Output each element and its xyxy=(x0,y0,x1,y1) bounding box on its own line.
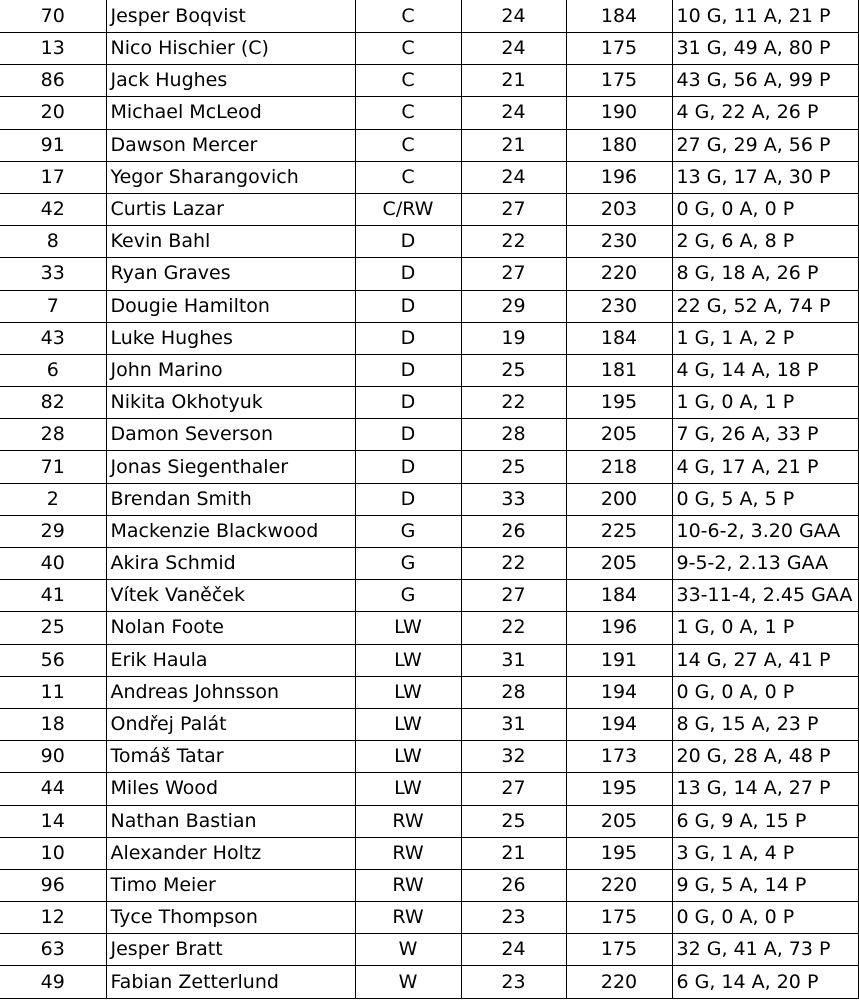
cell-age[interactable]: 28 xyxy=(461,676,566,708)
cell-position[interactable]: D xyxy=(355,354,461,386)
cell-player-name[interactable]: Ondřej Palát xyxy=(106,708,355,740)
table-row xyxy=(0,193,858,225)
table-row xyxy=(0,483,858,515)
cell-weight[interactable]: 175 xyxy=(566,902,672,934)
cell-age[interactable]: 26 xyxy=(461,515,566,547)
cell-stats[interactable]: 4 G, 17 A, 21 P xyxy=(672,451,858,483)
cell-age[interactable]: 27 xyxy=(461,580,566,612)
cell-player-name[interactable]: Tomáš Tatar xyxy=(106,741,355,773)
cell-age[interactable]: 25 xyxy=(461,805,566,837)
table-row xyxy=(0,419,858,451)
cell-number[interactable]: 25 xyxy=(0,612,106,644)
cell-weight[interactable]: 230 xyxy=(566,290,672,322)
cell-weight[interactable]: 220 xyxy=(566,258,672,290)
cell-age[interactable]: 22 xyxy=(461,612,566,644)
cell-player-name[interactable]: Ryan Graves xyxy=(106,258,355,290)
table-row xyxy=(0,97,858,129)
table-row xyxy=(0,290,858,322)
cell-position[interactable]: D xyxy=(355,258,461,290)
cell-weight[interactable]: 184 xyxy=(566,0,672,33)
cell-number[interactable]: 10 xyxy=(0,837,106,869)
cell-weight[interactable]: 205 xyxy=(566,805,672,837)
cell-stats[interactable]: 33-11-4, 2.45 GAA xyxy=(672,580,858,612)
cell-stats[interactable]: 1 G, 0 A, 1 P xyxy=(672,612,858,644)
cell-age[interactable]: 31 xyxy=(461,644,566,676)
table-row xyxy=(0,322,858,354)
cell-position[interactable]: C xyxy=(355,65,461,97)
cell-weight[interactable]: 196 xyxy=(566,161,672,193)
table-row xyxy=(0,869,858,901)
cell-weight[interactable]: 181 xyxy=(566,354,672,386)
cell-age[interactable]: 21 xyxy=(461,65,566,97)
cell-position[interactable]: D xyxy=(355,483,461,515)
table-row xyxy=(0,548,858,580)
cell-weight[interactable]: 175 xyxy=(566,934,672,966)
cell-stats[interactable]: 7 G, 26 A, 33 P xyxy=(672,419,858,451)
cell-player-name[interactable]: Miles Wood xyxy=(106,773,355,805)
cell-position[interactable]: C xyxy=(355,33,461,65)
cell-player-name[interactable]: Dawson Mercer xyxy=(106,129,355,161)
cell-stats[interactable]: 27 G, 29 A, 56 P xyxy=(672,129,858,161)
table-row xyxy=(0,258,858,290)
cell-position[interactable]: W xyxy=(355,934,461,966)
cell-weight[interactable]: 205 xyxy=(566,419,672,451)
cell-position[interactable]: D xyxy=(355,290,461,322)
cell-weight[interactable]: 205 xyxy=(566,548,672,580)
cell-number[interactable]: 56 xyxy=(0,644,106,676)
cell-age[interactable]: 22 xyxy=(461,548,566,580)
cell-player-name[interactable]: Fabian Zetterlund xyxy=(106,966,355,998)
cell-position[interactable]: LW xyxy=(355,708,461,740)
cell-weight[interactable]: 220 xyxy=(566,966,672,998)
cell-weight[interactable]: 195 xyxy=(566,773,672,805)
cell-number[interactable]: 71 xyxy=(0,451,106,483)
cell-player-name[interactable]: Damon Severson xyxy=(106,419,355,451)
cell-number[interactable]: 28 xyxy=(0,419,106,451)
cell-number[interactable]: 17 xyxy=(0,161,106,193)
cell-number[interactable]: 63 xyxy=(0,934,106,966)
cell-player-name[interactable]: Jesper Bratt xyxy=(106,934,355,966)
cell-weight[interactable]: 184 xyxy=(566,322,672,354)
cell-stats[interactable]: 9-5-2, 2.13 GAA xyxy=(672,548,858,580)
table-row xyxy=(0,580,858,612)
cell-position[interactable]: LW xyxy=(355,773,461,805)
cell-player-name[interactable]: Mackenzie Blackwood xyxy=(106,515,355,547)
cell-stats[interactable]: 2 G, 6 A, 8 P xyxy=(672,226,858,258)
cell-age[interactable]: 24 xyxy=(461,934,566,966)
cell-number[interactable]: 18 xyxy=(0,708,106,740)
table-row xyxy=(0,129,858,161)
cell-age[interactable]: 23 xyxy=(461,966,566,998)
cell-weight[interactable]: 184 xyxy=(566,580,672,612)
cell-stats[interactable]: 6 G, 14 A, 20 P xyxy=(672,966,858,998)
cell-number[interactable]: 29 xyxy=(0,515,106,547)
cell-age[interactable]: 27 xyxy=(461,193,566,225)
cell-age[interactable]: 32 xyxy=(461,741,566,773)
cell-player-name[interactable]: Jonas Siegenthaler xyxy=(106,451,355,483)
table-row xyxy=(0,837,858,869)
cell-weight[interactable]: 195 xyxy=(566,387,672,419)
table-row xyxy=(0,966,858,998)
cell-position[interactable]: C xyxy=(355,0,461,33)
cell-stats[interactable]: 20 G, 28 A, 48 P xyxy=(672,741,858,773)
table-row xyxy=(0,805,858,837)
table-row xyxy=(0,65,858,97)
cell-player-name[interactable]: Tyce Thompson xyxy=(106,902,355,934)
cell-stats[interactable]: 1 G, 1 A, 2 P xyxy=(672,322,858,354)
table-row xyxy=(0,451,858,483)
table-row xyxy=(0,0,858,33)
cell-weight[interactable]: 190 xyxy=(566,97,672,129)
cell-stats[interactable]: 3 G, 1 A, 4 P xyxy=(672,837,858,869)
table-row xyxy=(0,612,858,644)
cell-stats[interactable]: 13 G, 17 A, 30 P xyxy=(672,161,858,193)
cell-player-name[interactable]: Brendan Smith xyxy=(106,483,355,515)
cell-player-name[interactable]: Luke Hughes xyxy=(106,322,355,354)
table-row xyxy=(0,515,858,547)
cell-stats[interactable]: 0 G, 5 A, 5 P xyxy=(672,483,858,515)
table-row xyxy=(0,676,858,708)
cell-player-name[interactable]: Nathan Bastian xyxy=(106,805,355,837)
cell-age[interactable]: 26 xyxy=(461,869,566,901)
cell-age[interactable]: 21 xyxy=(461,129,566,161)
cell-weight[interactable]: 175 xyxy=(566,65,672,97)
cell-weight[interactable]: 194 xyxy=(566,708,672,740)
cell-position[interactable]: RW xyxy=(355,902,461,934)
cell-stats[interactable]: 1 G, 0 A, 1 P xyxy=(672,387,858,419)
cell-position[interactable]: C xyxy=(355,129,461,161)
cell-number[interactable]: 70 xyxy=(0,0,106,33)
cell-age[interactable]: 25 xyxy=(461,451,566,483)
cell-player-name[interactable]: Timo Meier xyxy=(106,869,355,901)
cell-stats[interactable]: 13 G, 14 A, 27 P xyxy=(672,773,858,805)
cell-number[interactable]: 91 xyxy=(0,129,106,161)
cell-stats[interactable]: 14 G, 27 A, 41 P xyxy=(672,644,858,676)
cell-stats[interactable]: 0 G, 0 A, 0 P xyxy=(672,193,858,225)
cell-age[interactable]: 23 xyxy=(461,902,566,934)
cell-position[interactable]: C/RW xyxy=(355,193,461,225)
cell-stats[interactable]: 8 G, 18 A, 26 P xyxy=(672,258,858,290)
cell-position[interactable]: D xyxy=(355,322,461,354)
cell-number[interactable]: 86 xyxy=(0,65,106,97)
cell-number[interactable]: 14 xyxy=(0,805,106,837)
cell-stats[interactable]: 43 G, 56 A, 99 P xyxy=(672,65,858,97)
cell-position[interactable]: RW xyxy=(355,837,461,869)
cell-number[interactable]: 13 xyxy=(0,33,106,65)
cell-age[interactable]: 27 xyxy=(461,258,566,290)
table-row xyxy=(0,161,858,193)
cell-age[interactable]: 24 xyxy=(461,0,566,33)
cell-weight[interactable]: 175 xyxy=(566,33,672,65)
cell-weight[interactable]: 230 xyxy=(566,226,672,258)
cell-number[interactable]: 6 xyxy=(0,354,106,386)
cell-position[interactable]: D xyxy=(355,419,461,451)
cell-stats[interactable]: 6 G, 9 A, 15 P xyxy=(672,805,858,837)
cell-stats[interactable]: 22 G, 52 A, 74 P xyxy=(672,290,858,322)
cell-weight[interactable]: 191 xyxy=(566,644,672,676)
cell-weight[interactable]: 225 xyxy=(566,515,672,547)
cell-stats[interactable]: 4 G, 14 A, 18 P xyxy=(672,354,858,386)
table-row xyxy=(0,902,858,934)
cell-weight[interactable]: 195 xyxy=(566,837,672,869)
cell-player-name[interactable]: Yegor Sharangovich xyxy=(106,161,355,193)
cell-stats[interactable]: 32 G, 41 A, 73 P xyxy=(672,934,858,966)
cell-position[interactable]: C xyxy=(355,97,461,129)
cell-number[interactable]: 40 xyxy=(0,548,106,580)
table-row xyxy=(0,387,858,419)
cell-age[interactable]: 24 xyxy=(461,161,566,193)
cell-weight[interactable]: 200 xyxy=(566,483,672,515)
cell-position[interactable]: LW xyxy=(355,644,461,676)
cell-age[interactable]: 33 xyxy=(461,483,566,515)
cell-stats[interactable]: 9 G, 5 A, 14 P xyxy=(672,869,858,901)
cell-age[interactable]: 25 xyxy=(461,354,566,386)
cell-number[interactable]: 42 xyxy=(0,193,106,225)
cell-stats[interactable]: 10-6-2, 3.20 GAA xyxy=(672,515,858,547)
cell-position[interactable]: G xyxy=(355,580,461,612)
cell-position[interactable]: LW xyxy=(355,741,461,773)
cell-number[interactable]: 43 xyxy=(0,322,106,354)
cell-position[interactable]: RW xyxy=(355,805,461,837)
cell-age[interactable]: 31 xyxy=(461,708,566,740)
cell-position[interactable]: LW xyxy=(355,612,461,644)
cell-number[interactable]: 11 xyxy=(0,676,106,708)
cell-weight[interactable]: 194 xyxy=(566,676,672,708)
cell-number[interactable]: 20 xyxy=(0,97,106,129)
cell-position[interactable]: D xyxy=(355,226,461,258)
cell-age[interactable]: 27 xyxy=(461,773,566,805)
table-row xyxy=(0,226,858,258)
cell-number[interactable]: 12 xyxy=(0,902,106,934)
cell-position[interactable]: LW xyxy=(355,676,461,708)
table-row xyxy=(0,644,858,676)
cell-player-name[interactable]: Nico Hischier (C) xyxy=(106,33,355,65)
cell-age[interactable]: 22 xyxy=(461,226,566,258)
cell-position[interactable]: C xyxy=(355,161,461,193)
cell-player-name[interactable]: Michael McLeod xyxy=(106,97,355,129)
cell-age[interactable]: 28 xyxy=(461,419,566,451)
table-row xyxy=(0,934,858,966)
cell-stats[interactable]: 0 G, 0 A, 0 P xyxy=(672,676,858,708)
cell-weight[interactable]: 196 xyxy=(566,612,672,644)
cell-number[interactable]: 41 xyxy=(0,580,106,612)
cell-number[interactable]: 96 xyxy=(0,869,106,901)
cell-player-name[interactable]: Nolan Foote xyxy=(106,612,355,644)
cell-player-name[interactable]: Curtis Lazar xyxy=(106,193,355,225)
table-row xyxy=(0,773,858,805)
cell-age[interactable]: 24 xyxy=(461,97,566,129)
cell-stats[interactable]: 0 G, 0 A, 0 P xyxy=(672,902,858,934)
cell-player-name[interactable]: Jesper Boqvist xyxy=(106,0,355,33)
cell-stats[interactable]: 10 G, 11 A, 21 P xyxy=(672,0,858,33)
cell-weight[interactable]: 218 xyxy=(566,451,672,483)
cell-player-name[interactable]: Akira Schmid xyxy=(106,548,355,580)
cell-player-name[interactable]: Erik Haula xyxy=(106,644,355,676)
table-row xyxy=(0,708,858,740)
table-row xyxy=(0,33,858,65)
cell-number[interactable]: 49 xyxy=(0,966,106,998)
cell-player-name[interactable]: Alexander Holtz xyxy=(106,837,355,869)
cell-player-name[interactable]: John Marino xyxy=(106,354,355,386)
cell-player-name[interactable]: Andreas Johnsson xyxy=(106,676,355,708)
cell-position[interactable]: W xyxy=(355,966,461,998)
cell-position[interactable]: G xyxy=(355,548,461,580)
cell-player-name[interactable]: Nikita Okhotyuk xyxy=(106,387,355,419)
table-row xyxy=(0,741,858,773)
cell-position[interactable]: RW xyxy=(355,869,461,901)
cell-weight[interactable]: 220 xyxy=(566,869,672,901)
cell-age[interactable]: 29 xyxy=(461,290,566,322)
cell-player-name[interactable]: Dougie Hamilton xyxy=(106,290,355,322)
cell-number[interactable]: 2 xyxy=(0,483,106,515)
cell-weight[interactable]: 203 xyxy=(566,193,672,225)
cell-position[interactable]: G xyxy=(355,515,461,547)
cell-player-name[interactable]: Kevin Bahl xyxy=(106,226,355,258)
cell-number[interactable]: 90 xyxy=(0,741,106,773)
cell-age[interactable]: 21 xyxy=(461,837,566,869)
cell-number[interactable]: 33 xyxy=(0,258,106,290)
cell-weight[interactable]: 180 xyxy=(566,129,672,161)
cell-number[interactable]: 8 xyxy=(0,226,106,258)
cell-position[interactable]: D xyxy=(355,387,461,419)
cell-number[interactable]: 82 xyxy=(0,387,106,419)
cell-player-name[interactable]: Vítek Vaněček xyxy=(106,580,355,612)
cell-age[interactable]: 19 xyxy=(461,322,566,354)
cell-number[interactable]: 44 xyxy=(0,773,106,805)
cell-age[interactable]: 24 xyxy=(461,33,566,65)
cell-number[interactable]: 7 xyxy=(0,290,106,322)
cell-position[interactable]: D xyxy=(355,451,461,483)
cell-player-name[interactable]: Jack Hughes xyxy=(106,65,355,97)
cell-stats[interactable]: 8 G, 15 A, 23 P xyxy=(672,708,858,740)
cell-weight[interactable]: 173 xyxy=(566,741,672,773)
cell-stats[interactable]: 31 G, 49 A, 80 P xyxy=(672,33,858,65)
cell-stats[interactable]: 4 G, 22 A, 26 P xyxy=(672,97,858,129)
cell-age[interactable]: 22 xyxy=(461,387,566,419)
table-row xyxy=(0,354,858,386)
